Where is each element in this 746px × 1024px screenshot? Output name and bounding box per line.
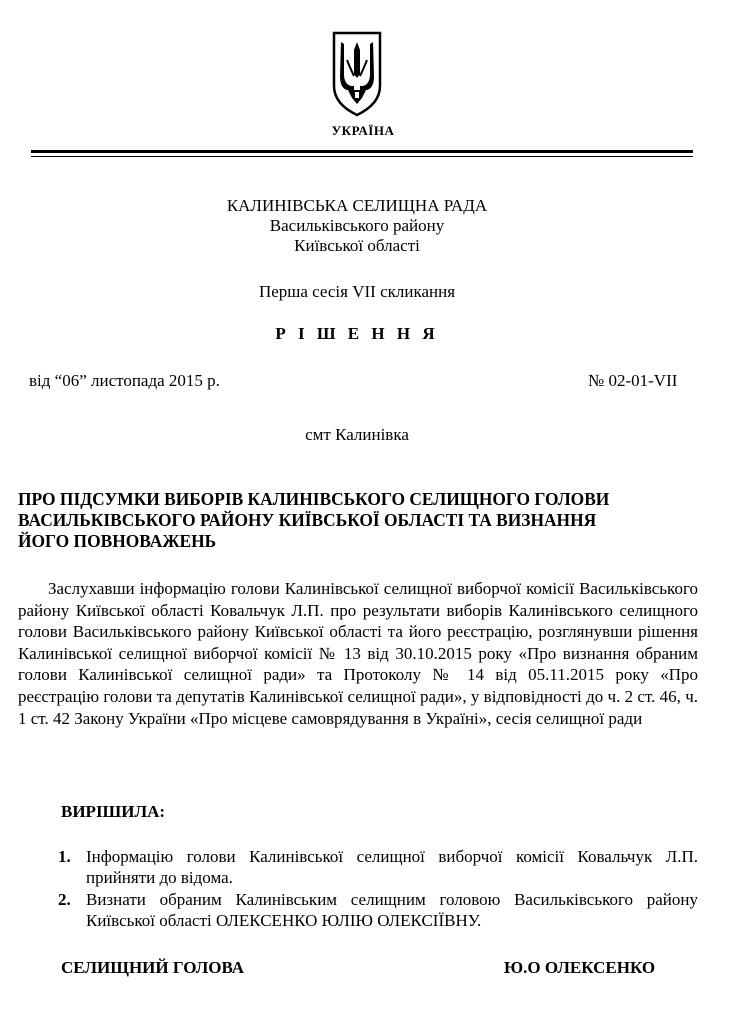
title-line: ВАСИЛЬКІВСЬКОГО РАЙОНУ КИЇВСЬКОЇ ОБЛАСТІ ТА ВИЗНАННЯ [18, 510, 597, 530]
decision-list [58, 846, 698, 932]
decision-title [18, 489, 708, 552]
header-divider-thick [31, 150, 693, 153]
session-line: Перша сесія VII скликання [258, 282, 456, 301]
signature-title: СЕЛИЩНИЙ ГОЛОВА [61, 958, 245, 977]
signature-name: Ю.О ОЛЕКСЕНКО [504, 958, 656, 977]
document-type-heading: Р І Ш Е Н Н Я [275, 324, 439, 343]
decision-item-number: 2. [58, 889, 71, 909]
title-line: ПРО ПІДСУМКИ ВИБОРІВ КАЛИНІВСЬКОГО СЕЛИЩНОГО ГОЛОВИ [18, 489, 610, 509]
decision-item-text: Інформацію голови Калинівської селищної виборчої комісії Ковальчук Л.П. прийняти до відома. [86, 847, 698, 888]
trident-coat-of-arms-icon [331, 30, 383, 118]
country-name: УКРАЇНА [331, 123, 395, 138]
decision-item [58, 846, 698, 889]
decision-item-number: 1. [58, 847, 71, 866]
council-region: Київської області [294, 236, 420, 255]
decision-date: від “06” листопада 2015 р. [29, 371, 220, 390]
place-name: смт Калинівка [305, 425, 409, 444]
decision-item-text: Визнати обраним Калинівським селищним головою Васильківського району Київської області ОЛЕКСЕНКО ЮЛІЮ ОЛЕКСІЇВНУ. [86, 889, 698, 931]
decision-item [58, 889, 698, 932]
title-line: ЙОГО ПОВНОВАЖЕНЬ [18, 531, 217, 551]
decision-number: № 02-01-VII [588, 371, 678, 390]
council-district: Васильківського району [269, 216, 445, 235]
council-name: КАЛИНІВСЬКА СЕЛИЩНА РАДА [226, 196, 488, 215]
preamble-paragraph: Заслухавши інформацію голови Калинівської селищної виборчої комісії Васильківського району Київської області Ковальчук Л.П. про результати виборів Калинівського селищного голови Васильківського району Київської області та його реєстрацію, розглянувши рішення Калинівської селищної виборчої комісії № 13 від 30.10.2015 року «Про визнання обраним голови Калинівської селищної ради» та Протоколу № 14 від 05.11.2015 року «Про реєстрацію голови та депутатів Калинівської селищної ради», у відповідності до ч. 2 ст. 46, ч. 1 ст. 42 Закону України «Про місцеве самоврядування в Україні», сесія селищної ради [18, 579, 698, 728]
header-divider-thin [31, 156, 693, 157]
resolved-label: ВИРІШИЛА: [61, 802, 166, 821]
